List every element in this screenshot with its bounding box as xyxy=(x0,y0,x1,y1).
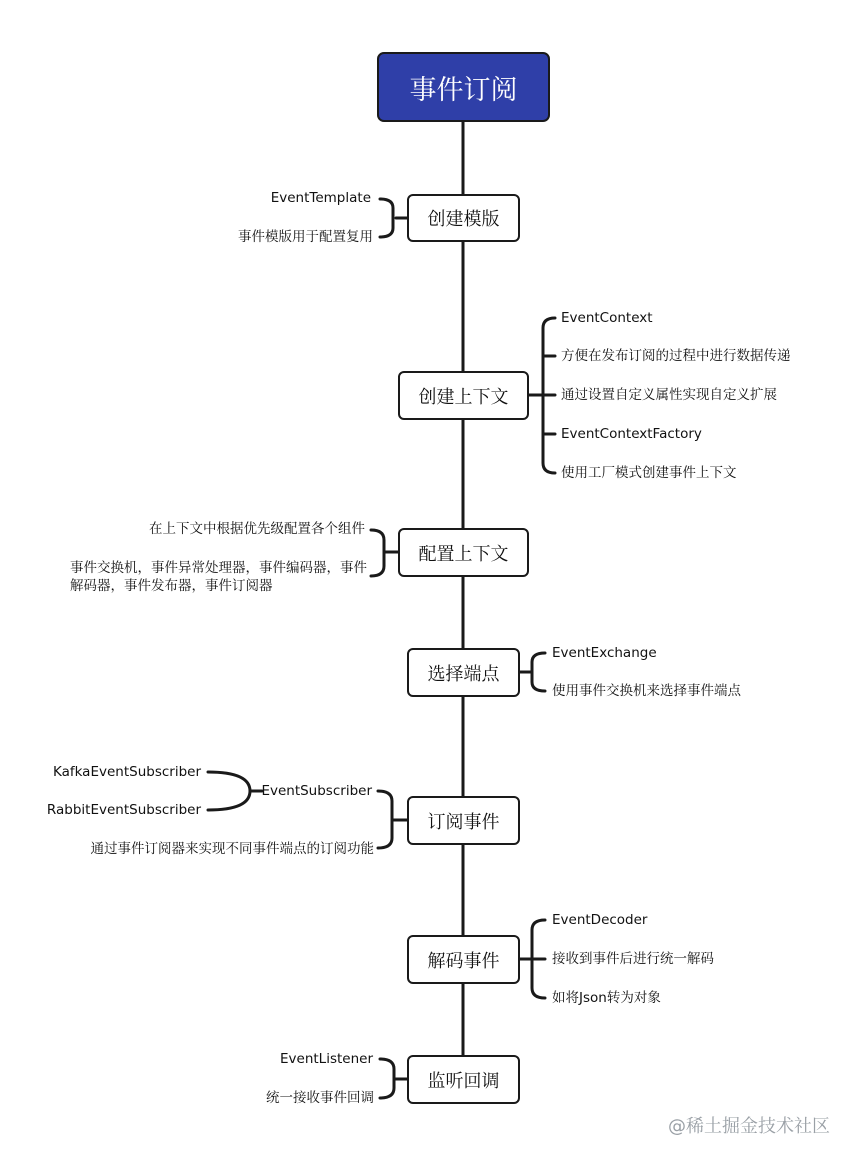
note-priority-config: 在上下文中根据优先级配置各个组件 xyxy=(149,521,365,537)
bracket-create-context xyxy=(528,318,555,473)
bracket-config-context xyxy=(371,530,398,576)
note-kafka-subscriber: KafkaEventSubscriber xyxy=(52,764,201,780)
note-context-data-passing: 方便在发布订阅的过程中进行数据传递 xyxy=(561,348,791,364)
note-event-template: EventTemplate xyxy=(270,190,371,206)
note-component-list: 事件交换机，事件异常处理器，事件编码器，事件解码器，事件发布器，事件订阅器 xyxy=(70,560,367,594)
note-unified-decode: 接收到事件后进行统一解码 xyxy=(552,951,714,967)
bracket-subscriber-impls xyxy=(208,772,262,810)
note-event-decoder: EventDecoder xyxy=(552,912,648,928)
note-unified-callback: 统一接收事件回调 xyxy=(266,1090,374,1106)
step-node-create-template: 创建模版 xyxy=(407,194,520,242)
note-exchange-select: 使用事件交换机来选择事件端点 xyxy=(552,683,741,699)
step-node-listen: 监听回调 xyxy=(407,1055,520,1104)
bracket-decode xyxy=(519,920,545,998)
note-json-to-object: 如将Json转为对象 xyxy=(552,990,661,1006)
bracket-select-endpoint xyxy=(519,653,545,691)
note-context-custom-attrs: 通过设置自定义属性实现自定义扩展 xyxy=(561,387,777,403)
note-event-context: EventContext xyxy=(561,310,653,326)
bracket-listen xyxy=(380,1059,407,1098)
step-node-select-endpoint: 选择端点 xyxy=(407,648,520,697)
bracket-create-template xyxy=(380,199,407,237)
note-rabbit-subscriber: RabbitEventSubscriber xyxy=(46,802,201,818)
watermark: @稀土掘金技术社区 xyxy=(668,1116,830,1137)
root-node: 事件订阅 xyxy=(377,52,550,122)
note-subscriber-desc: 通过事件订阅器来实现不同事件端点的订阅功能 xyxy=(90,841,374,857)
note-event-subscriber: EventSubscriber xyxy=(261,783,372,799)
step-node-create-context: 创建上下文 xyxy=(398,371,529,420)
note-event-exchange: EventExchange xyxy=(552,645,657,661)
note-event-context-factory: EventContextFactory xyxy=(561,426,702,442)
step-node-decode: 解码事件 xyxy=(407,935,520,984)
step-node-config-context: 配置上下文 xyxy=(398,528,529,577)
note-event-listener: EventListener xyxy=(280,1051,373,1067)
note-factory-pattern: 使用工厂模式创建事件上下文 xyxy=(561,465,737,481)
bracket-subscribe xyxy=(378,791,407,848)
step-node-subscribe: 订阅事件 xyxy=(407,796,520,845)
note-template-reuse: 事件模版用于配置复用 xyxy=(238,229,373,245)
